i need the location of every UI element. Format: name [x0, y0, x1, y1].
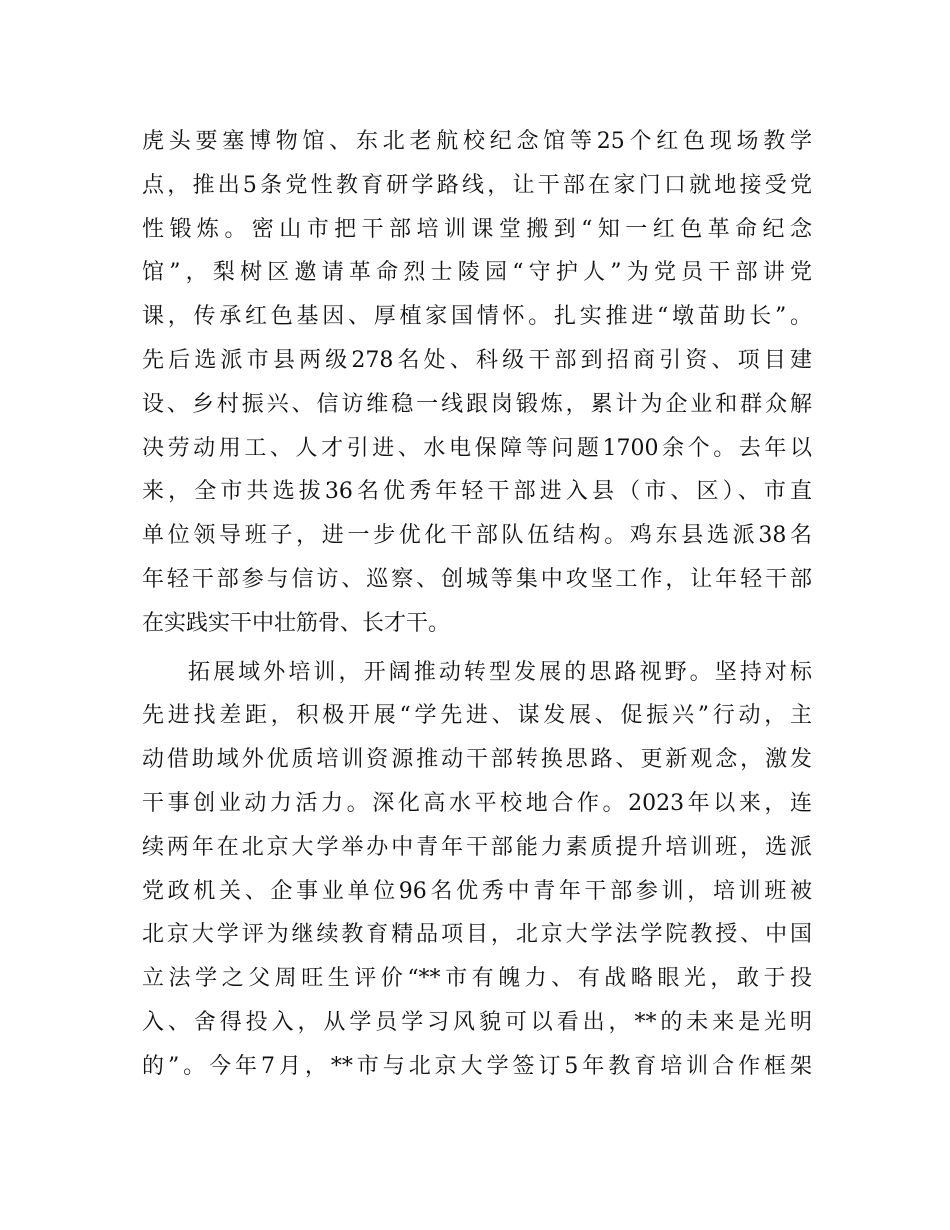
text-line: 先后选派市县两级278名处、科级干部到招商引资、项目建	[142, 347, 812, 373]
text-line: 点，推出5条党性教育研学路线，让干部在家门口就地接受党	[142, 172, 812, 198]
text-line: 入、舍得投入，从学员学习风貌可以看出，**的未来是光明	[142, 1009, 812, 1035]
text-line: 续两年在北京大学举办中青年干部能力素质提升培训班，选派	[142, 834, 812, 860]
text-line: 性锻炼。密山市把干部培训课堂搬到“知一红色革命纪念	[142, 216, 812, 242]
text-line: 在实践实干中壮筋骨、长才干。	[142, 610, 451, 636]
text-line: 课，传承红色基因、厚植家国情怀。扎实推进“墩苗助长”。	[142, 304, 812, 330]
paragraph-1	[142, 120, 812, 646]
text-line: 单位领导班子，进一步优化干部队伍结构。鸡东县选派38名	[142, 523, 812, 549]
text-line: 立法学之父周旺生评价“**市有魄力、有战略眼光，敢于投	[142, 966, 812, 992]
text-line: 年轻干部参与信访、巡察、创城等集中攻坚工作，让年轻干部	[142, 566, 812, 592]
text-line: 来，全市共选拔36名优秀年轻干部进入县（市、区）、市直	[142, 479, 812, 505]
text-line: 北京大学评为继续教育精品项目，北京大学法学院教授、中国	[142, 922, 812, 948]
text-line: 馆”，梨树区邀请革命烈士陵园“守护人”为党员干部讲党	[142, 260, 812, 286]
text-line: 决劳动用工、人才引进、水电保障等问题1700余个。去年以	[142, 435, 812, 461]
text-line: 党政机关、企事业单位96名优秀中青年干部参训，培训班被	[142, 878, 812, 904]
text-line: 虎头要塞博物馆、东北老航校纪念馆等25个红色现场教学	[142, 129, 812, 154]
paragraph-2	[142, 651, 812, 1089]
document-page	[142, 120, 812, 1089]
text-line: 先进找差距，积极开展“学先进、谋发展、促振兴”行动，主	[142, 703, 812, 729]
text-line: 的”。今年7月，**市与北京大学签订5年教育培训合作框架	[142, 1053, 812, 1079]
text-line: 设、乡村振兴、信访维稳一线跟岗锻炼，累计为企业和群众解	[142, 391, 812, 417]
text-line: 拓展域外培训，开阔推动转型发展的思路视野。坚持对标	[188, 659, 812, 685]
text-line: 干事创业动力活力。深化高水平校地合作。2023年以来，连	[142, 790, 812, 816]
text-line: 动借助域外优质培训资源推动干部转换思路、更新观念，激发	[142, 747, 812, 773]
